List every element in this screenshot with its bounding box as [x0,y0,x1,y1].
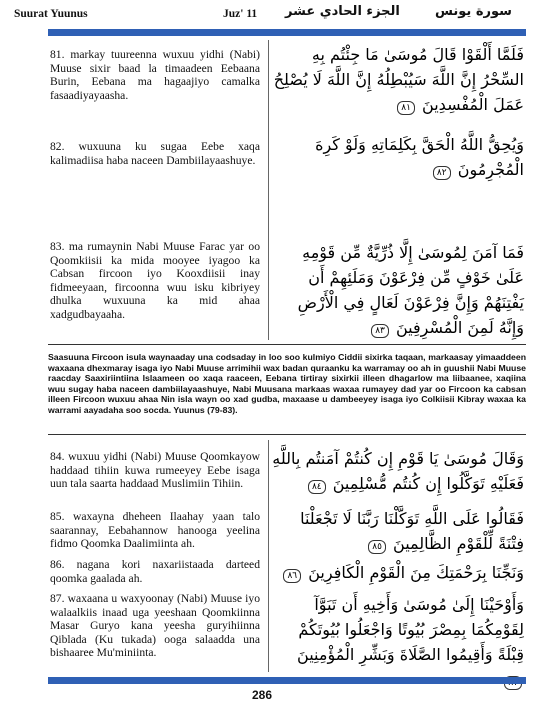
juz-label: Juz' 11 [223,8,258,20]
verse-85-arabic: فَقَالُوا عَلَى اللَّهِ تَوَكَّلْنَا رَبَّنَا لَا تَجْعَلْنَا فِتْنَةً لِّلْقَوْمِ الظَّالِمِينَ ٨٥ [300,509,524,553]
commentary-text: Saasuuna Fircoon isula waynaaday una codsaday in loo soo kulmiyo Ciddii sixirka taqaan, markaasay yimaaddeen waxaana dhexmaray isaga iyo Nabi Muuse arrimihii wax badan quraanku ka warramay oo ah in guushii Nabi Muuse raacday Saaxiriintiina Islaameen oo xaqa raaceen, Eebana tirtiray sixirkii illeen dhagarlow ma liibaanee, xaqiina wuu sugay haba naceen dambiilayaashuye, Nabi Muusana markaas waxaa rumayey dad yar oo Fircoon ka cabsan illeen Fircoon wuxuu ahaa Nin isla wayn oo xad gudba, maxaase u dambeeyey isaga iyo Colkiisii Kibray waxaa ka warrami aayadaha soo socda. Yuunus (79-83). [48,352,526,415]
verse-number-badge: ٨٦ [283,569,301,583]
top-accent-bar [48,29,526,36]
column-divider [268,440,269,672]
verse-86-translation: 86. nagana kori naxariistaada darteed qoomka gaalada ah. [50,558,260,585]
verse-number-badge: ٨٥ [368,540,386,554]
verse-number-badge: ٨١ [397,101,415,115]
verse-83-arabic: فَمَا آمَنَ لِمُوسَىٰ إِلَّا ذُرِّيَّةٌ مِّن قَوْمِهِ عَلَىٰ خَوْفٍ مِّن فِرْعَوْنَ وَمَلَئِهِمْ أَن يَفْتِنَهُمْ وَإِنَّ فِرْعَوْنَ لَعَالٍ فِي الْأَرْضِ وَإِنَّهُ لَمِنَ الْمُسْرِفِينَ ٨٣ [297,243,524,337]
section-rule [48,434,526,435]
verse-81-arabic: فَلَمَّا أَلْقَوْا قَالَ مُوسَىٰ مَا جِئْتُم بِهِ السِّحْرُ إِنَّ اللَّهَ سَيُبْطِلُهُ إِنَّ اللَّهَ لَا يُصْلِحُ عَمَلَ الْمُفْسِدِينَ ٨١ [273,45,524,114]
page-number: 286 [252,688,273,702]
verse-84-arabic: وَقَالَ مُوسَىٰ يَا قَوْمِ إِن كُنتُمْ آمَنتُم بِاللَّهِ فَعَلَيْهِ تَوَكَّلُوا إِن كُنتُم مُّسْلِمِينَ ٨٤ [272,449,524,493]
verse-87-translation: 87. waxaana u waxyoonay (Nabi) Muuse iyo walaalkiis inaad uga yeeshaan Qoomkiinna Masar Guryo kana yeesha guryihiinna Qiblada (Ku tukada) ooga salaadda una bishaaree Mu'miniinta. [50,592,260,660]
surah-arabic-title: سورة يونس [435,4,512,19]
surah-title: Suurat Yuunus [14,8,88,20]
verse-82-arabic: وَيُحِقُّ اللَّهُ الْحَقَّ بِكَلِمَاتِهِ وَلَوْ كَرِهَ الْمُجْرِمُونَ ٨٢ [315,135,524,179]
verse-83-translation: 83. ma rumaynin Nabi Muuse Farac yar oo Qoomkiisii ka mida mooyee iyagoo ka Cabsan fircoon iyo Kooxdiisii inay fidmeeyaan, fircoonna wuu isku kibriyey dhulka wuxuuna ka mid ahaa xadgudbayaaha. [50,240,260,321]
verse-85-translation: 85. waxayna dheheen Ilaahay yaan talo saarannay, Eebahannow hanooga yeelina fidmo Qoomka Daalimiinta ah. [50,510,260,551]
verse-number-badge: ٨٤ [308,480,326,494]
commentary-rule [48,344,526,345]
page-header [0,0,540,30]
verse-number-badge: ٨٢ [433,166,451,180]
verse-81-translation: 81. markay tuureenna wuxuu yidhi (Nabi) Muuse sixir baad la timaadeen Eebaana Burin, Eebana ma hagaajiyo camalka fasaadiyayaasha. [50,48,260,102]
juz-arabic-label: الجزء الحادي عشر [285,4,400,19]
verse-86-arabic: وَنَجِّنَا بِرَحْمَتِكَ مِنَ الْقَوْمِ الْكَافِرِينَ ٨٦ [272,560,524,585]
column-divider [268,40,269,340]
bottom-accent-bar [48,677,526,684]
verse-84-translation: 84. wuxuu yidhi (Nabi) Muuse Qoomkayow haddaad tihiin kuwa rumeeyey Eebe isaga uun tala saarta haddaad Muslimiin Tihiin. [50,450,260,491]
verse-82-translation: 82. wuxuuna ku sugaa Eebe xaqa kalimadiisa haba naceen Dambiilayaashuye. [50,140,260,167]
verse-87-arabic: وَأَوْحَيْنَا إِلَىٰ مُوسَىٰ وَأَخِيهِ أَن تَبَوَّآ لِقَوْمِكُمَا بِمِصْرَ بُيُوتًا وَاجْعَلُوا بُيُوتَكُمْ قِبْلَةً وَأَقِيمُوا الصَّلَاةَ وَبَشِّرِ الْمُؤْمِنِينَ [272,592,524,692]
verse-number-badge: ٨٣ [371,324,389,338]
